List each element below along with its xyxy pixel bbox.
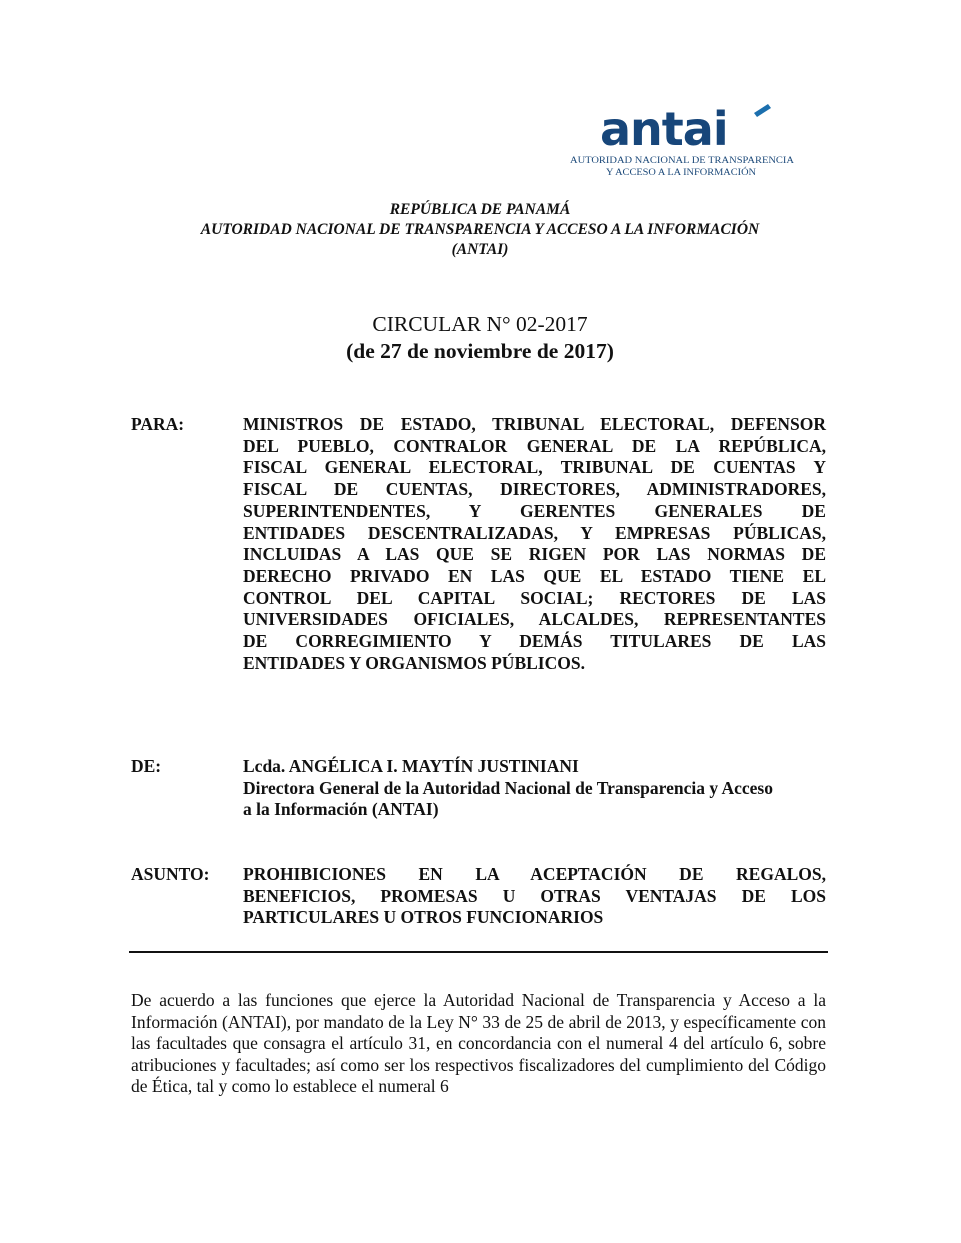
asunto-label: ASUNTO: (131, 864, 210, 884)
header-acronym: (ANTAI) (451, 241, 509, 258)
para-line: UNIVERSIDADES OFICIALES, ALCALDES, REPRESENTANTES (243, 609, 826, 630)
para-line: INCLUIDAS A LAS QUE SE RIGEN POR LAS NORMAS DE (243, 544, 826, 565)
de-label: DE: (131, 756, 162, 776)
asunto-line: PROHIBICIONES EN LA ACEPTACIÓN DE REGALOS, (243, 864, 826, 884)
sender-title-line1: Directora General de la Autoridad Nacional de Transparencia y Acceso (243, 777, 773, 798)
para-label: PARA: (131, 414, 185, 434)
para-line: MINISTROS DE ESTADO, TRIBUNAL ELECTORAL, DEFENSOR (243, 414, 826, 434)
document-header (100, 200, 860, 260)
para-line: ENTIDADES DESCENTRALIZADAS, Y EMPRESAS PÚBLICAS, (243, 522, 826, 543)
para-line: FISCAL GENERAL ELECTORAL, TRIBUNAL DE CUENTAS Y (243, 457, 826, 478)
para-line-last: ENTIDADES Y ORGANISMOS PÚBLICOS. (243, 652, 585, 673)
de-sender (243, 756, 826, 821)
logo-subtitle-line1: AUTORIDAD NACIONAL DE TRANSPARENCIA (570, 155, 795, 166)
body-paragraph: De acuerdo a las funciones que ejerce la Autoridad Nacional de Transparencia y Acceso a la Información (ANTAI), por mandato de la Ley N° 33 de 25 de abril de 2013, y específicamente con las facultades que consagra el artículo 31, en concordancia con el numeral 4 del artículo 6, sobre atribuciones y facultades; así como ser los respectivos fiscalizadores del cumplimiento del Código de Ética, tal y como lo establece el numeral 6 (131, 990, 826, 1097)
circular-date: (de 27 de noviembre de 2017) (346, 339, 614, 363)
logo-wordmark: antai (600, 102, 728, 156)
para-recipients (243, 414, 826, 674)
para-line: DEL PUEBLO, CONTRALOR GENERAL DE LA REPÚBLICA, (243, 435, 826, 456)
sender-title-line2: a la Información (ANTAI) (243, 799, 439, 820)
header-authority: AUTORIDAD NACIONAL DE TRANSPARENCIA Y ACCESO A LA INFORMACIÓN (200, 221, 760, 238)
section-divider (129, 951, 828, 953)
para-line: DE CORREGIMIENTO Y DEMÁS TITULARES DE LAS (243, 631, 826, 652)
para-line: SUPERINTENDENTES, Y GERENTES GENERALES DE (243, 500, 826, 521)
asunto-line: BENEFICIOS, PROMESAS U OTRAS VENTAJAS DE LOS (243, 885, 826, 906)
para-line: FISCAL DE CUENTAS, DIRECTORES, ADMINISTRADORES, (243, 479, 826, 500)
logo-accent-mark (754, 104, 771, 117)
antai-logo (568, 98, 798, 182)
logo-subtitle-line2: Y ACCESO A LA INFORMACIÓN (606, 167, 746, 178)
header-country: REPÚBLICA DE PANAMÁ (389, 201, 571, 218)
asunto-subject (243, 864, 826, 929)
asunto-line-last: PARTICULARES U OTROS FUNCIONARIOS (243, 907, 604, 928)
sender-name: Lcda. ANGÉLICA I. MAYTÍN JUSTINIANI (243, 756, 579, 776)
para-line: CONTROL DEL CAPITAL SOCIAL; RECTORES DE LAS (243, 587, 826, 608)
circular-title (130, 311, 830, 365)
para-line: DERECHO PRIVADO EN LAS QUE EL ESTADO TIENE EL (243, 565, 826, 586)
circular-number: CIRCULAR N° 02-2017 (372, 312, 588, 336)
